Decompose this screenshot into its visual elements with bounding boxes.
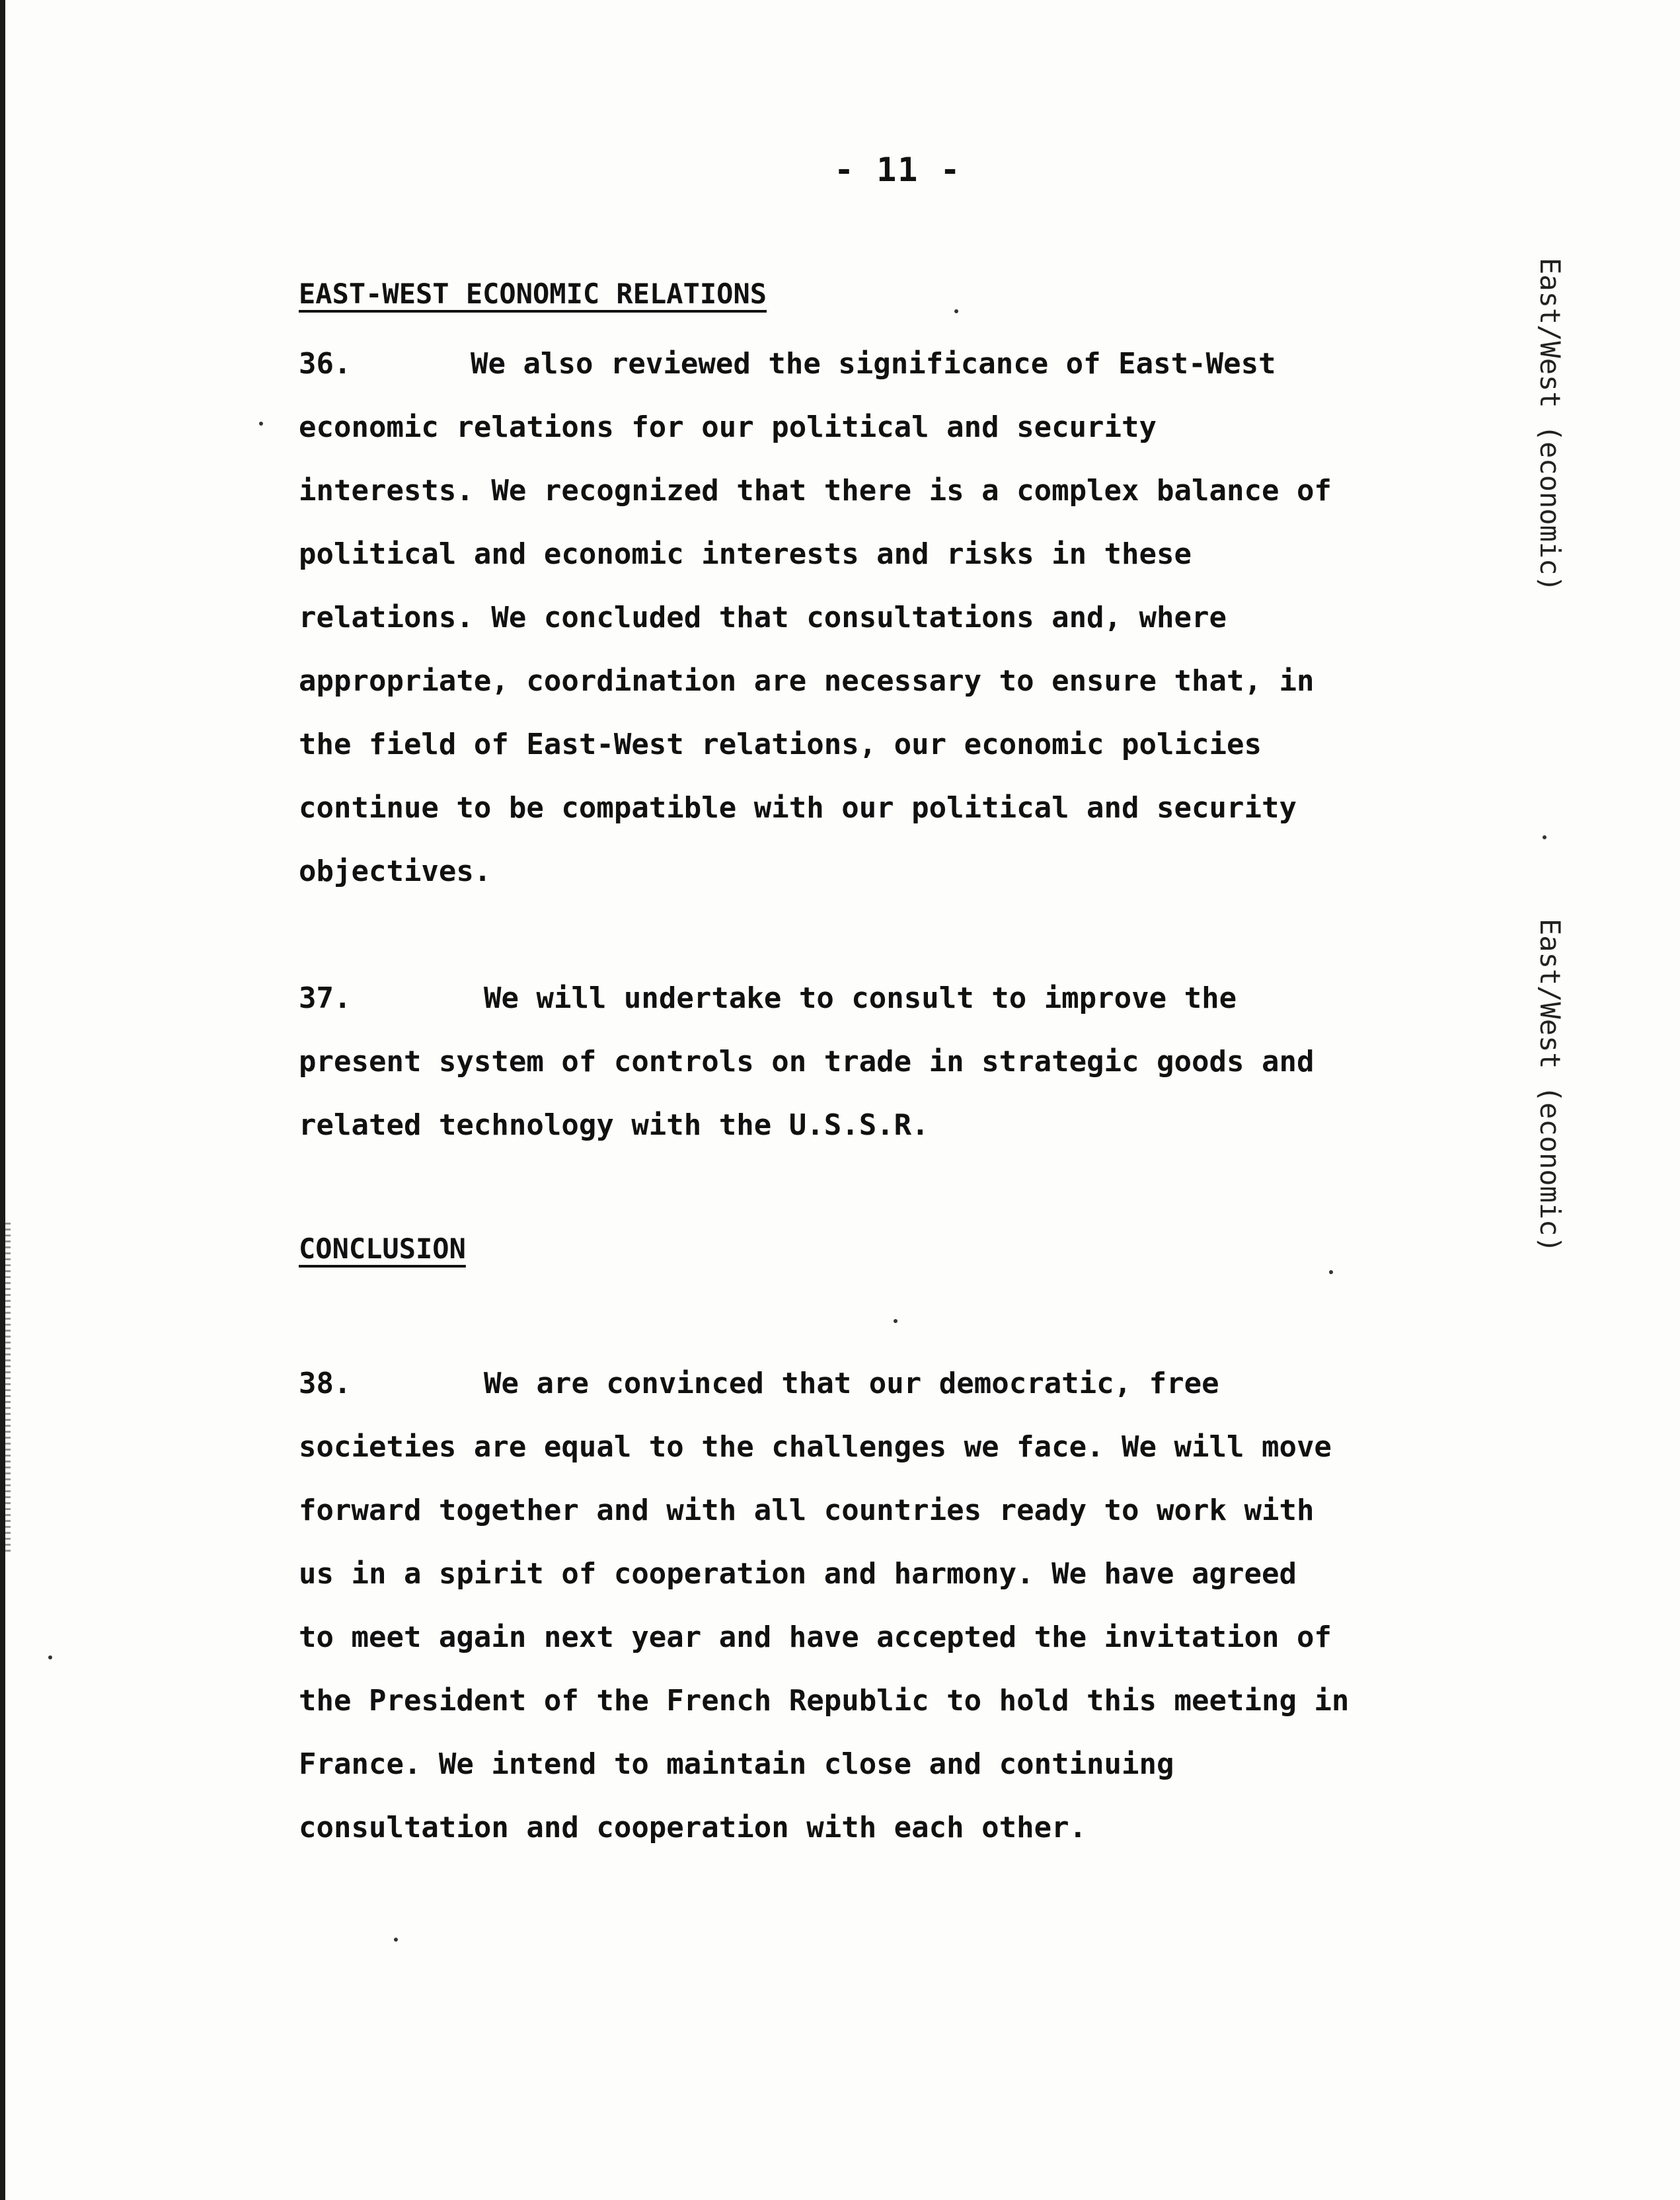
page-number: - 11 - (834, 151, 962, 189)
paragraph-line: interests. We recognized that there is a complex balance of (299, 474, 1332, 508)
paragraph-number: 36. (299, 347, 352, 381)
margin-note-east-west-2: East/West (economic) (1534, 919, 1566, 1253)
scan-speck (894, 1319, 897, 1323)
paragraph-number: 38. (299, 1367, 352, 1400)
paragraph-38 (299, 1352, 1488, 1860)
paragraph-line: consultation and cooperation with each other. (299, 1811, 1087, 1844)
paragraph-line: 37. We will undertake to consult to improve the (299, 967, 1488, 1030)
paragraph-line: relations. We concluded that consultations and, where (299, 601, 1227, 634)
paragraph-37 (299, 967, 1488, 1157)
section-heading-conclusion: CONCLUSION (299, 1233, 466, 1265)
scan-speck (259, 422, 263, 426)
margin-note-east-west-1: East/West (economic) (1534, 258, 1566, 592)
paragraph-line: the field of East-West relations, our economic policies (299, 728, 1262, 761)
paragraph-36 (299, 332, 1488, 903)
paragraph-line: appropriate, coordination are necessary to ensure that, in (299, 664, 1315, 698)
section-heading-east-west: EAST-WEST ECONOMIC RELATIONS (299, 278, 767, 310)
paragraph-line: France. We intend to maintain close and continuing (299, 1747, 1174, 1781)
scan-left-edge (0, 0, 5, 2200)
paragraph-line: 36. We also reviewed the significance of East-West (299, 332, 1488, 396)
scan-edge-noise (5, 1223, 11, 1553)
paragraph-line: to meet again next year and have accepted the invitation of (299, 1620, 1332, 1654)
scan-speck (1329, 1270, 1333, 1274)
paragraph-line: related technology with the U.S.S.R. (299, 1108, 929, 1142)
paragraph-line: continue to be compatible with our political and security (299, 791, 1297, 825)
paragraph-line: objectives. (299, 854, 492, 888)
scan-speck (1543, 835, 1546, 839)
scan-speck (954, 309, 958, 313)
scan-speck (48, 1655, 52, 1659)
paragraph-line: political and economic interests and risks in these (299, 537, 1192, 571)
paragraph-line: us in a spirit of cooperation and harmony. We have agreed (299, 1557, 1297, 1591)
paragraph-number: 37. (299, 981, 352, 1015)
paragraph-line: the President of the French Republic to hold this meeting in (299, 1684, 1350, 1718)
paragraph-line: societies are equal to the challenges we face. We will move (299, 1430, 1332, 1464)
paragraph-line: economic relations for our political and security (299, 410, 1157, 444)
scan-speck (394, 1938, 398, 1942)
paragraph-line: 38. We are convinced that our democratic, free (299, 1352, 1488, 1416)
paragraph-line: forward together and with all countries ready to work with (299, 1494, 1315, 1527)
paragraph-line: present system of controls on trade in strategic goods and (299, 1045, 1315, 1079)
